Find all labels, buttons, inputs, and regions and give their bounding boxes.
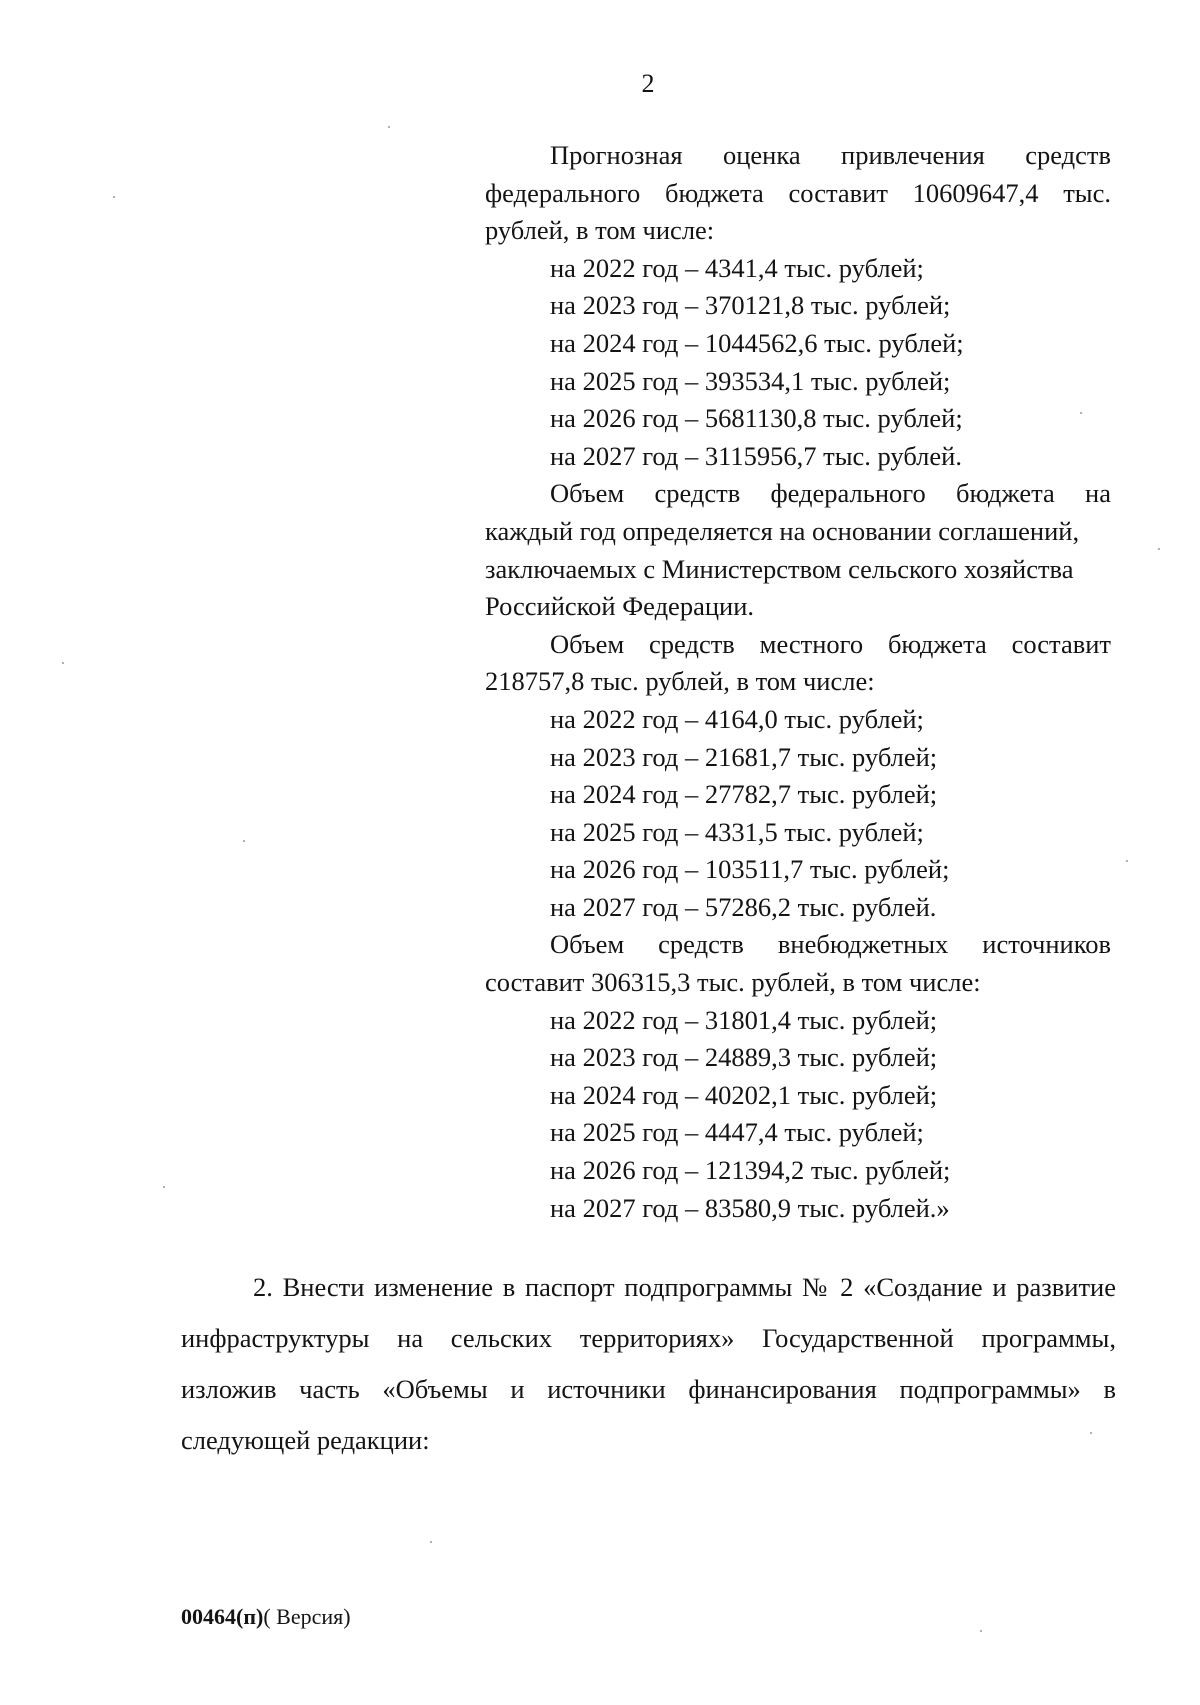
extrabudget-year-2022: на 2022 год – 31801,4 тыс. рублей; [550, 1004, 938, 1035]
document-code [181, 1603, 351, 1631]
local-intro-line-2: 218757,8 тыс. рублей, в том числе: [485, 666, 875, 697]
federal-year-2027: на 2027 год – 3115956,7 тыс. рублей. [550, 440, 962, 471]
page-number: 2 [641, 69, 655, 98]
federal-year-2024: на 2024 год – 1044562,6 тыс. рублей; [550, 327, 964, 358]
scan-speck [430, 1541, 432, 1543]
federal-intro-line-2: федерального бюджета составит 10609647,4 тыс. [485, 177, 1111, 208]
federal-note-line-3: заключаемых с Министерством сельского хозяйства [485, 553, 1074, 584]
document-version: ( Версия) [263, 1604, 351, 1629]
scan-speck [388, 126, 390, 128]
local-year-2026: на 2026 год – 103511,7 тыс. рублей; [550, 854, 950, 885]
section-2-line-1: 2. Внести изменение в паспорт подпрограммы № 2 «Создание и развитие [253, 1272, 1116, 1302]
federal-intro-line-3: рублей, в том числе: [485, 215, 715, 246]
extrabudget-year-2023: на 2023 год – 24889,3 тыс. рублей; [550, 1042, 938, 1073]
document-number: 00464(п) [181, 1604, 264, 1629]
local-intro-line-1: Объем средств местного бюджета составит [550, 628, 1111, 659]
local-year-2027: на 2027 год – 57286,2 тыс. рублей. [550, 891, 937, 922]
scan-speck [1126, 860, 1128, 862]
local-year-2022: на 2022 год – 4164,0 тыс. рублей; [550, 703, 924, 734]
extrabudget-year-2027: на 2027 год – 83580,9 тыс. рублей.» [550, 1192, 950, 1223]
federal-intro-line-1: Прогнозная оценка привлечения средств [550, 140, 1111, 170]
scan-speck [980, 1630, 982, 1632]
extrabudget-intro-line-1: Объем средств внебюджетных источников [550, 929, 1111, 960]
scan-speck [1080, 412, 1082, 414]
federal-note-line-1: Объем средств федерального бюджета на [550, 478, 1111, 509]
local-year-2023: на 2023 год – 21681,7 тыс. рублей; [550, 741, 938, 772]
local-year-2025: на 2025 год – 4331,5 тыс. рублей; [550, 816, 924, 847]
extrabudget-year-2026: на 2026 год – 121394,2 тыс. рублей; [550, 1155, 951, 1186]
scan-speck [163, 1186, 165, 1188]
section-2-line-4: следующей редакции: [181, 1425, 430, 1455]
federal-year-2025: на 2025 год – 393534,1 тыс. рублей; [550, 365, 951, 396]
federal-year-2022: на 2022 год – 4341,4 тыс. рублей; [550, 252, 924, 283]
federal-note-line-2: каждый год определяется на основании соглашений, [485, 515, 1080, 546]
section-2-line-3: изложив часть «Объемы и источники финансирования подпрограммы» в [181, 1374, 1116, 1404]
scan-speck [1090, 1432, 1092, 1434]
section-2-paragraph [181, 1262, 1116, 1466]
scan-speck [243, 840, 245, 842]
scan-speck [62, 662, 64, 664]
financing-text-block [485, 137, 1111, 1227]
extrabudget-intro-line-2: составит 306315,3 тыс. рублей, в том числе: [485, 967, 981, 998]
local-year-2024: на 2024 год – 27782,7 тыс. рублей; [550, 779, 938, 810]
federal-year-2026: на 2026 год – 5681130,8 тыс. рублей; [550, 403, 963, 434]
section-2-line-2: инфраструктуры на сельских территориях» Государственной программы, [181, 1323, 1116, 1353]
federal-year-2023: на 2023 год – 370121,8 тыс. рублей; [550, 290, 951, 321]
extrabudget-year-2025: на 2025 год – 4447,4 тыс. рублей; [550, 1117, 924, 1148]
scan-speck [1158, 548, 1160, 550]
federal-note-line-4: Российской Федерации. [485, 591, 754, 622]
scan-speck [113, 196, 115, 198]
extrabudget-year-2024: на 2024 год – 40202,1 тыс. рублей; [550, 1079, 938, 1110]
